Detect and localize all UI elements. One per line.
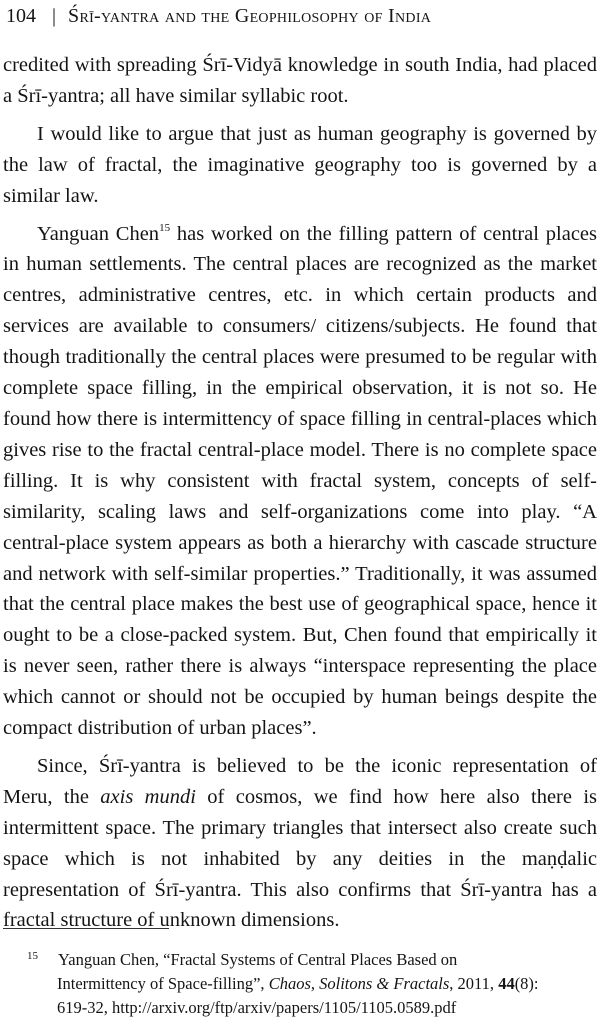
paragraph-sri-yantra-body: of cosmos, we find how here also there is intermittent space. The primary triangles that intersect also create such space which is not inhabited by any deities in the maṇḍalic representation of Śrī-yantra. This also confirms that Śrī-yantra has a fractal structure of unknown dimensions. <box>3 785 598 932</box>
footnote-line-2 <box>57 972 597 996</box>
journal-title: Chaos, Solitons & Fractals <box>268 974 450 993</box>
journal-issue: (8): <box>514 974 539 993</box>
footnote-reference: 15 <box>159 221 171 234</box>
paragraph-argument: I would like to argue that just as human geography is governed by the law of fractal, the imaginative geography too is governed by a similar law. <box>3 122 597 207</box>
journal-volume: 44 <box>498 974 515 993</box>
axis-mundi-term: axis mundi <box>100 785 196 808</box>
footnote-body <box>58 948 597 1020</box>
paragraph-chen-body: has worked on the filling pattern of central places in human settlements. The central places are recognized as the market centres, administrative centres, etc. in which certain products and services are available to consumers/ citizens/subjects. He found that though traditionally the central places were presumed to be regular with complete space filling, in the empirical observation, it is not so. He found how there is intermittency of space filling in central-places which gives rise to the fractal central-place model. There is no complete space filling. It is why consistent with fractal system, concepts of self-similarity, scaling laws and self-organizations come into play. “A central-place system appears as both a hierarchy with cascade structure and network with self-similar properties.” Traditionally, it was assumed that the central place makes the best use of geographical space, hence it ought to be a close-packed system. But, Chen found that empirically it is never seen, rather there is always “interspace representing the place which cannot or should not be occupied by human beings despite the compact distribution of urban places”. <box>3 222 597 740</box>
paragraph-chen-lead: Yanguan Chen <box>37 222 160 245</box>
footnote-url-line: 619-32, http://arxiv.org/ftp/arxiv/papers/1105/1105.0589.pdf <box>57 998 457 1017</box>
footnote <box>3 948 597 1020</box>
paragraph-sri-yantra-lead: Since, Śrī-yantra is believed to be the iconic representation of Meru, the <box>3 754 597 808</box>
paragraph-chen <box>3 219 597 744</box>
running-head <box>6 4 598 28</box>
footnote-line-2-lead: Intermittency of Space-filling”, <box>57 974 269 993</box>
paragraph-sri-yantra <box>3 751 597 936</box>
running-title: Śrī-yantra and the Geophilosophy of India <box>68 5 432 27</box>
page-number: 104 <box>6 5 36 27</box>
footnote-year: , 2011, <box>449 974 499 993</box>
footnote-marker: 15 <box>27 950 38 962</box>
footnote-rule <box>3 928 169 929</box>
header-separator: | <box>52 5 57 27</box>
body-text <box>3 50 597 943</box>
footnote-line-1: Yanguan Chen, “Fractal Systems of Central Places Based on <box>58 950 458 969</box>
paragraph-continued: credited with spreading Śrī-Vidyā knowledge in south India, had placed a Śrī-yantra; all have similar syllabic root. <box>3 54 597 107</box>
